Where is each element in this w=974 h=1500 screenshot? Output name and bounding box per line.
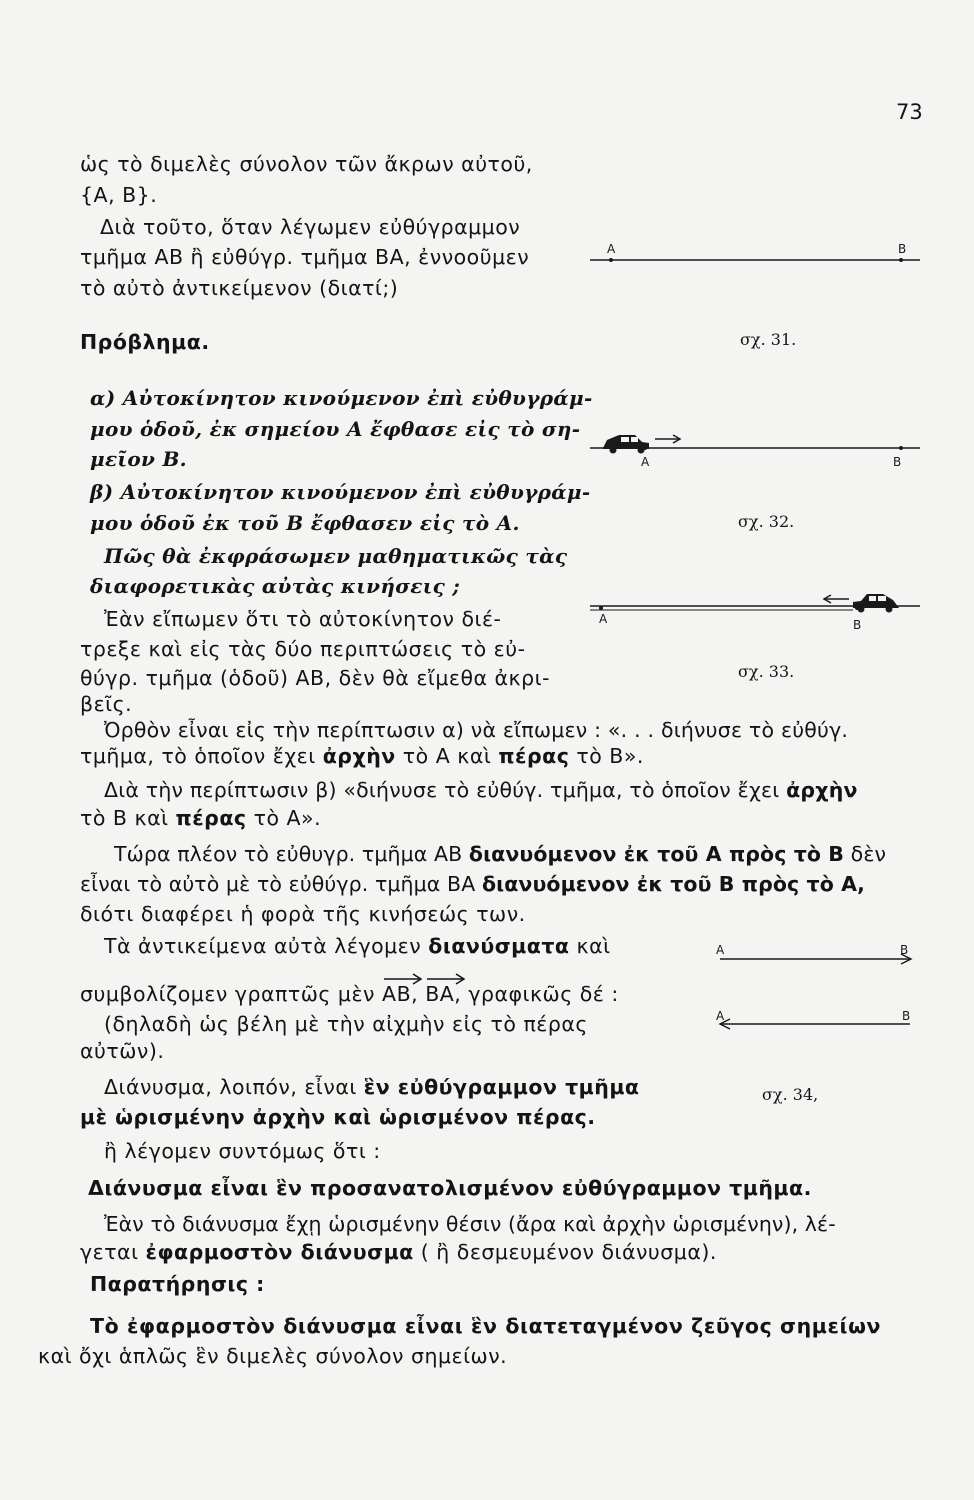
text-line: μου ὁδοῦ ἐκ τοῦ Β ἔφθασεν εἰς τὸ Α. [90, 511, 520, 535]
bold-term: διανυόμενον ἐκ τοῦ Α πρὸς τὸ Β [468, 842, 845, 866]
bold-term: διανυόμενον ἐκ τοῦ Β πρὸς τὸ Α, [481, 872, 865, 896]
text-line: τὸ αὐτὸ ἀντικείμενον (διατί;) [80, 276, 399, 300]
bold-term: ἓν εὐθύγραμμον τμῆμα [363, 1075, 640, 1099]
text-line: ὡς τὸ διμελὲς σύνολον τῶν ἄκρων αὐτοῦ, [80, 152, 533, 176]
definition-line: Διάνυσμα εἶναι ἓν προσανατολισμένον εὐθύγραμμον τμῆμα. [88, 1176, 812, 1200]
text-span: εἶναι τὸ αὐτὸ μὲ τὸ εὐθύγρ. τμῆμα ΒΑ [80, 872, 476, 896]
text-line: αὐτῶν). [80, 1039, 165, 1063]
text-line: θύγρ. τμῆμα (ὁδοῦ) ΑΒ, δὲν θὰ εἴμεθα ἀκρι- [80, 666, 550, 690]
text-line [104, 932, 611, 960]
point-label-a: A [716, 943, 725, 957]
text-span: γραφικῶς δέ : [468, 982, 619, 1006]
vector-ba [425, 980, 461, 1008]
car-icon [603, 435, 649, 454]
text-line: μεῖον Β. [90, 447, 187, 471]
arrow-right-icon [655, 435, 680, 443]
text-line [114, 840, 886, 868]
point-label-b: B [853, 618, 862, 632]
text-line [80, 870, 865, 898]
bold-term: πέρας [498, 744, 570, 768]
point-label-a: A [716, 1009, 725, 1023]
point-b [899, 258, 903, 262]
text-line [104, 1073, 640, 1101]
text-line [80, 804, 321, 832]
point-a [609, 258, 613, 262]
text-span: τὸ Α». [253, 806, 322, 830]
point-label-b: B [893, 455, 902, 469]
text-span: Διὰ τὴν περίπτωσιν β) «διήνυσε τὸ εὐθύγ. τμῆμα, τὸ ὁποῖον ἔχει [104, 778, 780, 802]
bold-term: ἀρχὴν [786, 778, 858, 802]
text-line: βεῖς. [80, 692, 133, 716]
bold-term: διανύσματα [428, 934, 570, 958]
vector-ab [382, 980, 418, 1008]
figure-caption: σχ. 33. [738, 662, 795, 681]
figure-34 [710, 940, 930, 1030]
vector-arrow-icon [423, 971, 469, 985]
car-icon [853, 594, 899, 613]
text-line: τμῆμα ΑΒ ἢ εὐθύγρ. τμῆμα ΒΑ, ἐννοοῦμεν [80, 245, 530, 269]
vector-arrow-icon [380, 971, 426, 985]
text-span: γεται [80, 1240, 139, 1264]
text-line: Πῶς θὰ ἐκφράσωμεν μαθηματικῶς τὰς [104, 544, 568, 568]
text-line: β) Αὐτοκίνητον κινούμενον ἐπὶ εὐθυγράμ- [90, 480, 591, 504]
text-line: {A, B}. [80, 183, 158, 207]
text-line [80, 980, 619, 1008]
point-label-a: A [641, 455, 650, 469]
text-span: τμῆμα, τὸ ὁποῖον ἔχει [80, 744, 316, 768]
text-span: τὸ Β καὶ [80, 806, 169, 830]
figure-caption: σχ. 32. [738, 512, 795, 531]
point-label-b: B [898, 242, 907, 256]
text-line: Ἐὰν εἴπωμεν ὅτι τὸ αὐτοκίνητον διέ- [104, 607, 502, 631]
text-line: Τὸ ἐφαρμοστὸν διάνυσμα εἶναι ἓν διατεταγμένον ζεῦγος σημείων [90, 1314, 882, 1338]
text-line: μου ὁδοῦ, ἐκ σημείου Α ἔφθασε εἰς τὸ ση- [90, 417, 581, 441]
bold-term: πέρας [175, 806, 247, 830]
text-span: Τὰ ἀντικείμενα αὐτὰ λέγομεν [104, 934, 422, 958]
point-a [643, 446, 647, 450]
vector-label: ΒΑ, [425, 982, 462, 1006]
text-line [104, 776, 858, 804]
vector-label: ΑΒ, [382, 982, 419, 1006]
text-span: συμβολίζομεν γραπτῶς μὲν [80, 982, 376, 1006]
figure-caption: σχ. 34, [762, 1085, 819, 1104]
text-span: τὸ Α καὶ [402, 744, 492, 768]
text-line: Ὀρθὸν εἶναι εἰς τὴν περίπτωσιν α) νὰ εἴπωμεν : «. . . διήνυσε τὸ εὐθύγ. [104, 718, 849, 742]
point-a [599, 606, 603, 610]
text-span: δὲν [850, 842, 887, 866]
text-line: καὶ ὄχι ἁπλῶς ἓν διμελὲς σύνολον σημείων. [38, 1344, 508, 1368]
text-span: Διάνυσμα, λοιπόν, εἶναι [104, 1075, 357, 1099]
text-line: διότι διαφέρει ἡ φορὰ τῆς κινήσεώς των. [80, 902, 526, 926]
point-label-a: A [607, 242, 616, 256]
text-line: μὲ ὡρισμένην ἀρχὴν καὶ ὡρισμένον πέρας. [80, 1105, 596, 1129]
figure-32 [585, 420, 925, 470]
point-label-b: B [900, 943, 909, 957]
text-line: διαφορετικὰς αὐτὰς κινήσεις ; [90, 574, 461, 598]
text-span: ( ἢ δεσμευμένον διάνυσμα). [420, 1240, 717, 1264]
text-span: τὸ Β». [576, 744, 644, 768]
text-line: α) Αὐτοκίνητον κινούμενον ἐπὶ εὐθυγράμ- [90, 386, 593, 410]
figure-caption: σχ. 31. [740, 330, 797, 349]
figure-33 [585, 585, 925, 635]
point-label-b: B [902, 1009, 911, 1023]
point-b [899, 446, 903, 450]
page-number: 73 [896, 100, 923, 124]
text-line [80, 742, 644, 770]
figure-31 [585, 238, 925, 278]
text-span: Τώρα πλέον τὸ εὐθυγρ. τμῆμα ΑΒ [114, 842, 463, 866]
text-span: καὶ [576, 934, 611, 958]
problem-heading: Πρόβλημα. [80, 330, 210, 354]
text-line: (δηλαδὴ ὡς βέλη μὲ τὴν αἰχμὴν εἰς τὸ πέρας [104, 1012, 588, 1036]
bold-term: ἐφαρμοστὸν διάνυσμα [145, 1240, 414, 1264]
text-line: ἢ λέγομεν συντόμως ὅτι : [104, 1139, 381, 1163]
text-line: Ἐὰν τὸ διάνυσμα ἔχῃ ὡρισμένην θέσιν (ἄρα καὶ ἀρχὴν ὡρισμένην), λέ- [104, 1212, 836, 1236]
point-b [855, 606, 859, 610]
bold-term: ἀρχὴν [322, 744, 396, 768]
text-line: Διὰ τοῦτο, ὅταν λέγωμεν εὐθύγραμμον [100, 215, 521, 239]
point-label-a: A [599, 612, 608, 626]
arrow-left-icon [824, 595, 849, 603]
text-line: τρεξε καὶ εἰς τὰς δύο περιπτώσεις τὸ εὐ- [80, 637, 526, 661]
observation-heading: Παρατήρησις : [90, 1272, 265, 1296]
text-line [80, 1238, 717, 1266]
